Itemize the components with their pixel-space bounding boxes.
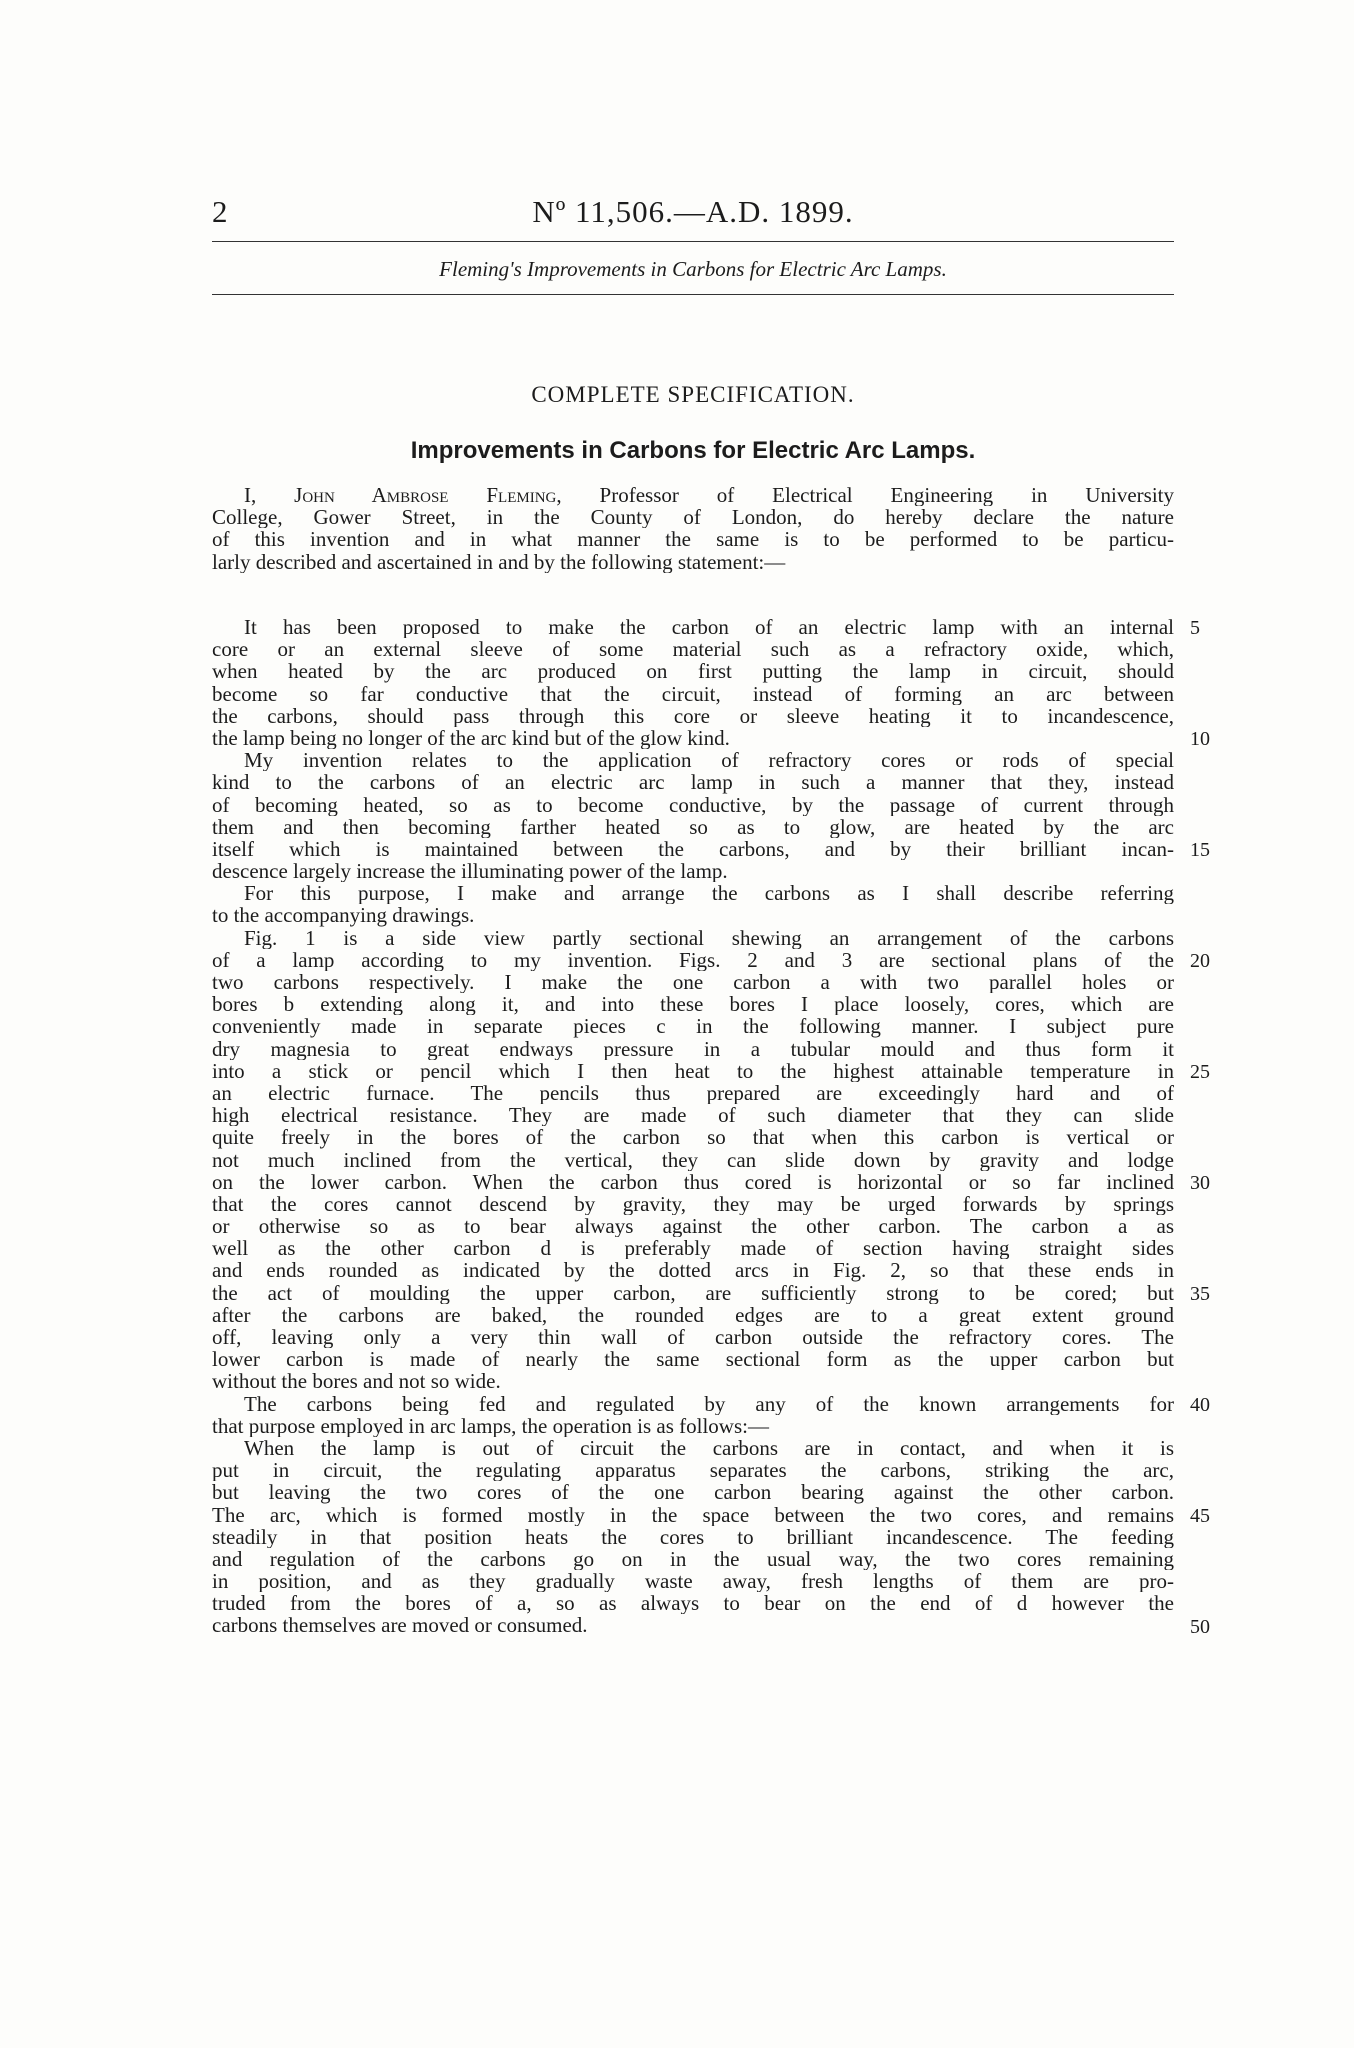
margin-line-number: 15 [1190,839,1210,861]
body-line: without the bores and not so wide. [212,1370,501,1393]
body-line: become so far conductive that the circuit, instead of forming an arc between [212,682,1174,705]
body-line: steadily in that position heats the cores to brilliant incandescence. The feeding [212,1525,1174,1548]
body-line: The arc, which is formed mostly in the space between the two cores, and remains [212,1503,1174,1526]
body-line: Fig. 1 is a side view partly sectional shewing an arrangement of the carbons [244,926,1174,949]
body-line: but leaving the two cores of the one carbon bearing against the other carbon. [212,1481,1174,1504]
margin-line-number: 5 [1190,617,1200,639]
body-line: two carbons respectively. I make the one carbon a with two parallel holes or [212,971,1174,994]
specification-heading: COMPLETE SPECIFICATION. [531,382,855,407]
body-line: of a lamp according to my invention. Figs. 2 and 3 are sectional plans of the [212,948,1174,971]
body-line: bores b extending along it, and into these bores I place loosely, cores, which are [212,993,1174,1016]
body-line: carbons themselves are moved or consumed. [212,1614,588,1637]
margin-line-number: 20 [1190,950,1210,972]
intro-line: larly described and ascertained in and by the following statement:— [212,550,786,573]
document-title: Improvements in Carbons for Electric Arc Lamps. [410,437,976,464]
body-line: kind to the carbons of an electric arc lamp in such a manner that they, instead [212,771,1174,794]
body-line: descence largely increase the illuminating power of the lamp. [212,860,728,883]
margin-line-number: 25 [1190,1061,1210,1083]
body-line: My invention relates to the application of refractory cores or rods of special [244,749,1174,772]
body-line: after the carbons are baked, the rounded edges are to a great extent ground [212,1303,1174,1326]
margin-line-number: 35 [1190,1283,1210,1305]
body-line: that the cores cannot descend by gravity, they may be urged forwards by springs [212,1192,1174,1216]
body-line: the lamp being no longer of the arc kind but of the glow kind. [212,726,730,750]
body-line: For this purpose, I make and arrange the carbons as I shall describe referring [244,882,1174,905]
body-line: put in circuit, the regulating apparatus separates the carbons, striking the arc, [212,1459,1174,1482]
inventor-name: John Ambrose Fleming [294,484,557,507]
body-line: and regulation of the carbons go on in the usual way, the two cores remaining [212,1547,1174,1571]
margin-line-number: 40 [1190,1394,1210,1416]
patent-number: Nº 11,506.—A.D. 1899. [532,194,854,229]
body-line: truded from the bores of a, so as always to bear on the end of d however the [212,1592,1174,1615]
intro-line: College, Gower Street, in the County of London, do hereby declare the nature [212,506,1174,529]
body-text [212,616,1174,1637]
margin-line-number: 50 [1190,1616,1210,1638]
body-line: that purpose employed in arc lamps, the operation is as follows:— [212,1414,769,1437]
body-line: off, leaving only a very thin wall of carbon outside the refractory cores. The [212,1326,1174,1349]
body-line: on the lower carbon. When the carbon thus cored is horizontal or so far inclined [212,1170,1174,1193]
intro-paragraph [212,484,1174,573]
body-line: to the accompanying drawings. [212,904,475,927]
body-line: dry magnesia to great endways pressure in a tubular mould and thus form it [212,1037,1174,1060]
body-line: of becoming heated, so as to become conductive, by the passage of current through [212,793,1174,816]
body-line: the act of moulding the upper carbon, are sufficiently strong to be cored; but [212,1281,1174,1304]
body-line: lower carbon is made of nearly the same sectional form as the upper carbon but [212,1348,1174,1371]
body-line: into a stick or pencil which I then heat to the highest attainable temperature in [212,1059,1174,1082]
margin-line-number: 45 [1190,1505,1210,1527]
header-rule-bottom [212,294,1174,295]
body-line: core or an external sleeve of some material such as a refractory oxide, which, [212,638,1174,661]
body-line: quite freely in the bores of the carbon so that when this carbon is vertical or [212,1126,1174,1149]
page-number: 2 [212,194,228,229]
body-line: high electrical resistance. They are made of such diameter that they can slide [212,1104,1174,1127]
body-line: When the lamp is out of circuit the carbons are in contact, and when it is [244,1436,1174,1460]
body-line: not much inclined from the vertical, they can slide down by gravity and lodge [212,1148,1174,1171]
margin-line-number: 10 [1190,728,1210,750]
body-line: in position, and as they gradually waste away, fresh lengths of them are pro- [212,1570,1174,1593]
body-line: well as the other carbon d is preferably made of section having straight sides [212,1237,1174,1260]
body-line: conveniently made in separate pieces c in the following manner. I subject pure [212,1015,1174,1038]
body-line: when heated by the arc produced on first putting the lamp in circuit, should [212,660,1174,683]
body-line: and ends rounded as indicated by the dotted arcs in Fig. 2, so that these ends in [212,1259,1174,1282]
intro-line: of this invention and in what manner the same is to be performed to be particu- [212,528,1174,551]
header-rule-top [212,241,1174,242]
body-line: The carbons being fed and regulated by any of the known arrangements for [244,1392,1174,1415]
body-line: It has been proposed to make the carbon of an electric lamp with an internal [244,616,1174,639]
body-line: an electric furnace. The pencils thus prepared are exceedingly hard and of [212,1081,1174,1105]
intro-line: I, John Ambrose Fleming, Professor of Electrical Engineering in University [244,484,1174,507]
body-line: the carbons, should pass through this core or sleeve heating it to incandescence, [212,704,1174,727]
body-line: or otherwise so as to bear always against the other carbon. The carbon a as [212,1215,1174,1238]
page-header [212,190,1174,234]
body-line: them and then becoming farther heated so as to glow, are heated by the arc [212,815,1174,838]
body-line: itself which is maintained between the carbons, and by their brilliant incan- [212,837,1174,861]
running-title: Fleming's Improvements in Carbons for Electric Arc Lamps. [439,257,947,281]
margin-line-number: 30 [1190,1172,1210,1194]
